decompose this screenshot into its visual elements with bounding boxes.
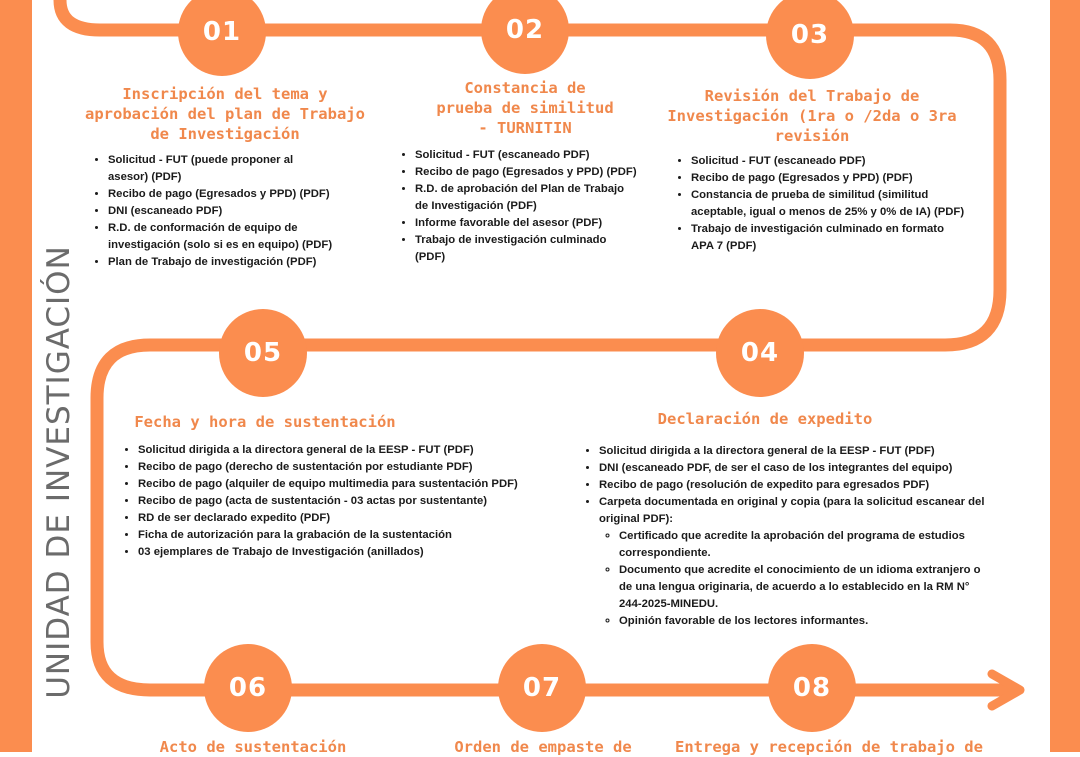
step-02-badge: 02 bbox=[481, 0, 569, 74]
step-04-title: Declaración de expedito bbox=[657, 410, 873, 428]
list-item: • Informe favorable del asesor (PDF) bbox=[415, 215, 705, 232]
list-item: • Solicitud - FUT (puede proponer al asesor) (PDF) bbox=[108, 152, 398, 186]
list-item: ◦ Opinión favorable de los lectores informantes. bbox=[619, 613, 1039, 630]
step-03-title: Revisión del Trabajo de Investigación (1ra o /2da o 3ra revisión bbox=[667, 87, 957, 145]
step-02-requirements bbox=[396, 147, 705, 266]
list-item: • R.D. de aprobación del Plan de Trabajo de Investigación (PDF) bbox=[415, 181, 705, 215]
step-01-title: Inscripción del tema y aprobación del plan de Trabajo de Investigación bbox=[85, 85, 365, 143]
step-01-badge: 01 bbox=[178, 0, 266, 76]
step-05-title: Fecha y hora de sustentación bbox=[134, 413, 396, 431]
side-title: UNIDAD DE INVESTIGACIÓN bbox=[41, 245, 77, 699]
list-item: • Recibo de pago (derecho de sustentación por estudiante PDF) bbox=[138, 459, 588, 476]
step-04-subrequirements bbox=[599, 528, 1039, 630]
list-item: • Recibo de pago (Egresados y PPD) (PDF) bbox=[691, 170, 1011, 187]
step-04-requirements bbox=[580, 443, 1039, 630]
step-07-title: Orden de empaste de bbox=[454, 738, 632, 756]
list-item: • Constancia de prueba de similitud (similitud aceptable, igual o menos de 25% y 0% de IA) (PDF) bbox=[691, 187, 1011, 221]
list-item: • Solicitud - FUT (escaneado PDF) bbox=[691, 153, 1011, 170]
step-02-title: Constancia de prueba de similitud - TURNITIN bbox=[436, 79, 614, 137]
list-item: • Solicitud - FUT (escaneado PDF) bbox=[415, 147, 705, 164]
list-item: • Recibo de pago (acta de sustentación - 03 actas por sustentante) bbox=[138, 493, 588, 510]
list-item: • 03 ejemplares de Trabajo de Investigación (anillados) bbox=[138, 544, 588, 561]
list-item: • DNI (escaneado PDF) bbox=[108, 203, 398, 220]
list-item: • Recibo de pago (Egresados y PPD) (PDF) bbox=[415, 164, 705, 181]
step-03-requirements bbox=[672, 153, 1011, 255]
step-06-badge: 06 bbox=[204, 644, 292, 732]
list-item: • R.D. de conformación de equipo de investigación (solo si es en equipo) (PDF) bbox=[108, 220, 398, 254]
list-item: • Recibo de pago (resolución de expedito para egresados PDF) bbox=[599, 477, 1039, 494]
list-item: • Ficha de autorización para la grabación de la sustentación bbox=[138, 527, 588, 544]
step-03-badge: 03 bbox=[766, 0, 854, 79]
step-05-badge: 05 bbox=[219, 309, 307, 397]
step-07-badge: 07 bbox=[498, 644, 586, 732]
list-item: ◦ Certificado que acredite la aprobación del programa de estudios correspondiente. bbox=[619, 528, 1039, 562]
list-item: • Solicitud dirigida a la directora general de la EESP - FUT (PDF) bbox=[138, 442, 588, 459]
list-item: • Trabajo de investigación culminado (PDF) bbox=[415, 232, 705, 266]
step-01-requirements bbox=[89, 152, 398, 271]
step-06-title: Acto de sustentación bbox=[159, 738, 347, 756]
list-item: • Solicitud dirigida a la directora general de la EESP - FUT (PDF) bbox=[599, 443, 1039, 460]
list-item: ◦ Documento que acredite el conocimiento de un idioma extranjero o de una lengua originaria, de acuerdo a lo establecido en la RM N° 244-2025-MINEDU. bbox=[619, 562, 1039, 613]
list-item: • DNI (escaneado PDF, de ser el caso de los integrantes del equipo) bbox=[599, 460, 1039, 477]
step-05-requirements bbox=[119, 442, 588, 561]
list-item: • Plan de Trabajo de investigación (PDF) bbox=[108, 254, 398, 271]
list-item: • Recibo de pago (Egresados y PPD) (PDF) bbox=[108, 186, 398, 203]
step-08-badge: 08 bbox=[768, 644, 856, 732]
list-item: • Carpeta documentada en original y copia (para la solicitud escanear del original PDF): ◦ Certificado que acredite la aprobación del programa de estudios correspondiente. ◦ Documento que acredite el conocimiento de un idioma extranjero o de una lengua originaria, de acuerdo a lo establecido en la RM N° 244-2025-MINEDU. ◦ Opinión favorable de los lectores informantes. bbox=[599, 494, 1039, 630]
list-item: • Trabajo de investigación culminado en formato APA 7 (PDF) bbox=[691, 221, 1011, 255]
list-item: • RD de ser declarado expedito (PDF) bbox=[138, 510, 588, 527]
list-item: • Recibo de pago (alquiler de equipo multimedia para sustentación PDF) bbox=[138, 476, 588, 493]
step-04-badge: 04 bbox=[716, 309, 804, 397]
step-08-title: Entrega y recepción de trabajo de bbox=[675, 738, 983, 756]
